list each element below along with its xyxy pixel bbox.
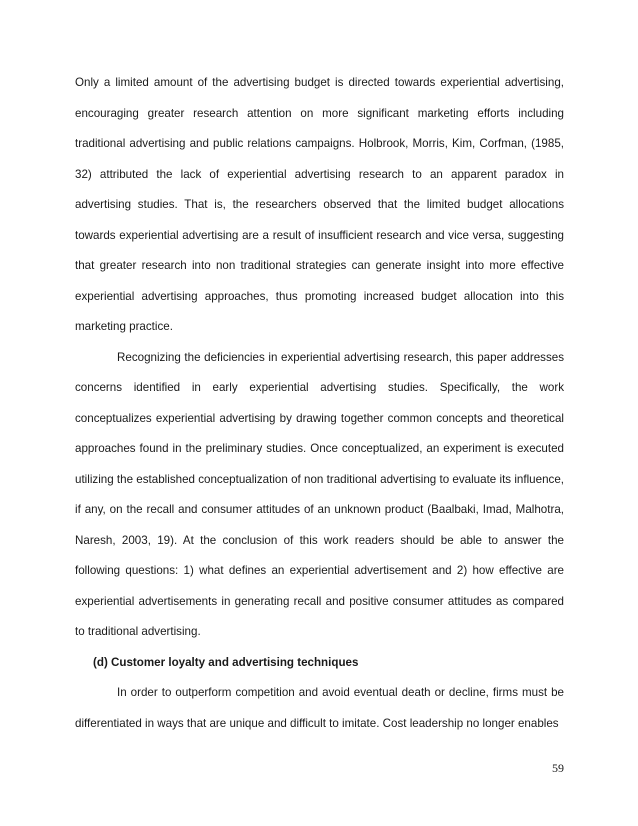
paragraph-deficiencies: Recognizing the deficiencies in experiential advertising research, this paper addresses concerns identified in early experiential advertising studies. Specifically, the work conceptualizes experiential advertising by drawing together common concepts and theoretical approaches found in the preliminary studies. Once conceptualized, an experiment is executed utilizing the established conceptualization of non traditional advertising to evaluate its influence, if any, on the recall and consumer attitudes of an unknown product (Baalbaki, Imad, Malhotra, Naresh, 2003, 19). At the conclusion of this work readers should be able to answer the following questions: 1) what defines an experiential advertisement and 2) how effective are experiential advertisements in generating recall and positive consumer attitudes as compared to traditional advertising. bbox=[75, 350, 564, 638]
page-number: 59 bbox=[552, 761, 564, 775]
paragraph-budget: Only a limited amount of the advertising budget is directed towards experiential advertising, encouraging greater research attention on more significant marketing efforts including traditional advertising and public relations campaigns. Holbrook, Morris, Kim, Corfman, (1985, 32) attributed the lack of experiential advertising research to an apparent paradox in advertising studies. That is, the researchers observed that the limited budget allocations towards experiential advertising are a result of insufficient research and vice versa, suggesting that greater research into non traditional strategies can generate insight into more effective experiential advertising approaches, thus promoting increased budget allocation into this marketing practice. bbox=[75, 76, 564, 333]
document-body bbox=[75, 68, 564, 739]
section-heading: (d) Customer loyalty and advertising techniques bbox=[93, 655, 359, 669]
paragraph-competition: In order to outperform competition and avoid eventual death or decline, firms must be differentiated in ways that are unique and difficult to imitate. Cost leadership no longer enables bbox=[75, 686, 564, 730]
